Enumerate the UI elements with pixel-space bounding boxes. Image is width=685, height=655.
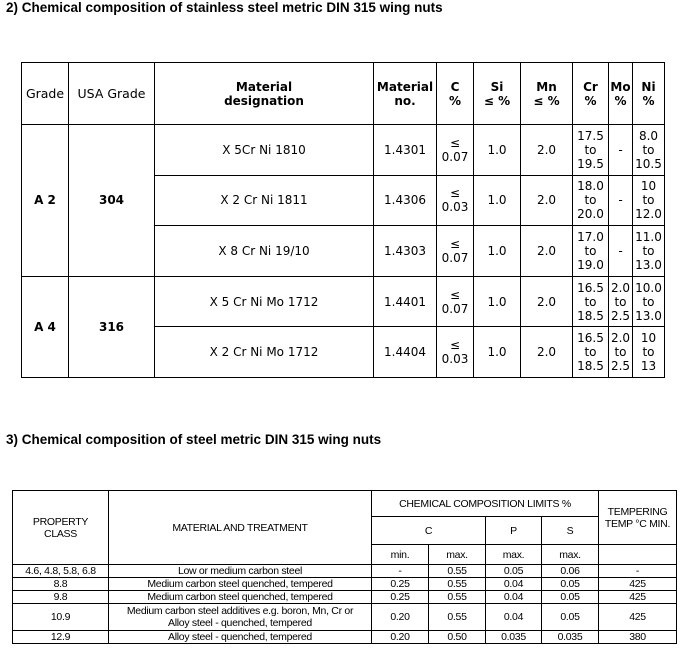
header-text: Material xyxy=(376,79,434,94)
mo-cell-line: 2.0 xyxy=(610,280,631,295)
c-max-cell: 0.50 xyxy=(429,631,486,644)
cr-cell-line: 20.0 xyxy=(577,207,604,222)
header-text: no. xyxy=(394,93,416,108)
si-cell: 1.0 xyxy=(474,327,521,378)
ni-cell-line: 10 xyxy=(640,331,657,346)
section-3-heading: 3) Chemical composition of steel metric DIN 315 wing nuts xyxy=(6,432,382,447)
c-cell xyxy=(437,327,474,378)
table-row xyxy=(13,591,677,604)
header-material-treatment: MATERIAL AND TREATMENT xyxy=(109,491,372,565)
cr-cell xyxy=(573,175,609,226)
p-cell: 0.04 xyxy=(486,591,542,604)
cr-cell xyxy=(573,125,609,176)
tempering-cell: 425 xyxy=(599,578,677,591)
header-tempering xyxy=(599,491,677,545)
c-symbol: ≤ xyxy=(449,135,461,150)
cr-cell xyxy=(573,327,609,378)
cr-cell-line: to xyxy=(584,294,597,309)
table-row xyxy=(22,125,665,176)
header-text: % xyxy=(448,93,462,108)
header-text: CLASS xyxy=(44,527,77,540)
c-cell xyxy=(437,226,474,277)
header-property-class xyxy=(13,491,109,565)
table-row xyxy=(13,565,677,578)
cr-cell-line: 18.5 xyxy=(577,308,604,323)
header-text: Si xyxy=(490,79,504,94)
header-text: Ni xyxy=(641,79,656,94)
stainless-steel-composition-table xyxy=(21,62,665,378)
header-s: S xyxy=(542,517,599,545)
header-text: Cr xyxy=(583,79,598,94)
material-no-cell: 1.4301 xyxy=(374,125,437,176)
ni-cell-line: to xyxy=(642,193,655,208)
ni-cell xyxy=(633,226,665,277)
ni-cell xyxy=(633,327,665,378)
s-cell: 0.06 xyxy=(542,565,599,578)
c-min-cell: 0.25 xyxy=(372,591,429,604)
designation-cell: X 5Cr Ni 1810 xyxy=(155,125,374,176)
header-text: ≤ % xyxy=(483,93,511,108)
mn-cell: 2.0 xyxy=(521,276,573,327)
c-symbol: ≤ xyxy=(449,186,461,201)
header-text: TEMPERING xyxy=(607,505,668,518)
header-material-no xyxy=(374,63,437,125)
header-c: C xyxy=(372,517,486,545)
property-class-cell: 8.8 xyxy=(13,578,109,591)
material-cell xyxy=(109,591,372,604)
material-line: Alloy steel - quenched, tempered xyxy=(168,631,312,643)
p-cell: 0.05 xyxy=(486,565,542,578)
header-usa-grade: USA Grade xyxy=(69,63,155,125)
header-c-max: max. xyxy=(429,545,486,565)
grade-cell: A 2 xyxy=(22,125,69,277)
material-no-cell: 1.4404 xyxy=(374,327,437,378)
ni-cell-line: 11.0 xyxy=(635,229,662,244)
header-si xyxy=(474,63,521,125)
c-value: 0.07 xyxy=(441,250,469,265)
ni-cell-line: to xyxy=(642,294,655,309)
mo-cell-line: 2.5 xyxy=(610,308,631,323)
mo-cell xyxy=(609,327,633,378)
mn-cell: 2.0 xyxy=(521,327,573,378)
header-text: ≤ % xyxy=(533,93,560,108)
table-header-row xyxy=(13,491,677,517)
material-line: Medium carbon steel quenched, tempered xyxy=(147,578,333,590)
header-c-min: min. xyxy=(372,545,429,565)
section-2-heading: 2) Chemical composition of stainless steel metric DIN 315 wing nuts xyxy=(6,0,443,15)
tempering-cell: 380 xyxy=(599,631,677,644)
header-text: Mn xyxy=(536,79,557,94)
mo-cell-line: to xyxy=(614,345,627,360)
c-cell xyxy=(437,125,474,176)
cr-cell-line: 16.5 xyxy=(577,280,604,295)
header-p: P xyxy=(486,517,542,545)
designation-cell: X 2 Cr Ni 1811 xyxy=(155,175,374,226)
ni-cell-line: to xyxy=(642,142,655,157)
material-cell xyxy=(109,578,372,591)
header-c xyxy=(437,63,474,125)
c-symbol: ≤ xyxy=(449,338,461,353)
si-cell: 1.0 xyxy=(474,276,521,327)
si-cell: 1.0 xyxy=(474,226,521,277)
mo-cell xyxy=(609,226,633,277)
mo-cell-line: 2.0 xyxy=(610,331,631,346)
header-p-max: max. xyxy=(486,545,542,565)
property-class-cell: 12.9 xyxy=(13,631,109,644)
ni-cell-line: 10.5 xyxy=(635,156,662,171)
c-min-cell: 0.20 xyxy=(372,604,429,631)
c-cell xyxy=(437,175,474,226)
mo-cell-line: to xyxy=(614,294,627,309)
cr-cell-line: 16.5 xyxy=(577,331,604,346)
property-class-cell: 9.8 xyxy=(13,591,109,604)
ni-cell-line: 10 xyxy=(640,179,657,194)
usa-grade-cell: 304 xyxy=(69,125,155,277)
mo-cell xyxy=(609,175,633,226)
header-text: % xyxy=(584,93,597,108)
cr-cell-line: 18.5 xyxy=(577,359,604,374)
usa-grade-cell: 316 xyxy=(69,276,155,377)
header-grade: Grade xyxy=(22,63,69,125)
header-s-max: max. xyxy=(542,545,599,565)
header-cr xyxy=(573,63,609,125)
header-text: PROPERTY xyxy=(32,515,89,528)
designation-cell: X 5 Cr Ni Mo 1712 xyxy=(155,276,374,327)
cr-cell-line: 17.0 xyxy=(577,229,604,244)
property-class-cell: 4.6, 4.8, 5.8, 6.8 xyxy=(13,565,109,578)
ni-cell-line: 10.0 xyxy=(635,280,662,295)
mn-cell: 2.0 xyxy=(521,226,573,277)
ni-cell xyxy=(633,276,665,327)
c-min-cell: 0.20 xyxy=(372,631,429,644)
header-text: TEMP °C MIN. xyxy=(604,517,671,530)
ni-cell xyxy=(633,175,665,226)
grade-cell: A 4 xyxy=(22,276,69,377)
mo-cell-line: - xyxy=(618,142,623,157)
c-max-cell: 0.55 xyxy=(429,604,486,631)
header-mn xyxy=(521,63,573,125)
c-max-cell: 0.55 xyxy=(429,578,486,591)
header-tempering-blank xyxy=(599,545,677,565)
cr-cell-line: 19.0 xyxy=(577,257,604,272)
mo-cell-line: - xyxy=(618,193,623,208)
c-min-cell: 0.25 xyxy=(372,578,429,591)
p-cell: 0.04 xyxy=(486,578,542,591)
ni-cell-line: to xyxy=(642,345,655,360)
table-row xyxy=(22,276,665,327)
s-cell: 0.05 xyxy=(542,591,599,604)
cr-cell-line: 18.0 xyxy=(577,179,604,194)
c-value: 0.07 xyxy=(441,301,469,316)
header-text: % xyxy=(614,93,627,108)
tempering-cell: 425 xyxy=(599,604,677,631)
c-symbol: ≤ xyxy=(449,287,461,302)
header-text: C xyxy=(450,79,460,94)
material-line: Low or medium carbon steel xyxy=(177,565,303,577)
material-line: Medium carbon steel quenched, tempered xyxy=(147,591,333,603)
material-line: Alloy steel - quenched, tempered xyxy=(168,617,312,629)
material-cell xyxy=(109,631,372,644)
mn-cell: 2.0 xyxy=(521,175,573,226)
s-cell: 0.05 xyxy=(542,578,599,591)
mo-cell-line: 2.5 xyxy=(610,359,631,374)
si-cell: 1.0 xyxy=(474,175,521,226)
header-text: Mo xyxy=(610,79,631,94)
tempering-cell: 425 xyxy=(599,591,677,604)
c-max-cell: 0.55 xyxy=(429,565,486,578)
c-value: 0.07 xyxy=(441,149,469,164)
header-text: % xyxy=(642,93,655,108)
c-value: 0.03 xyxy=(441,200,469,215)
cr-cell-line: 17.5 xyxy=(577,128,604,143)
ni-cell-line: 13.0 xyxy=(635,257,662,272)
designation-cell: X 2 Cr Ni Mo 1712 xyxy=(155,327,374,378)
cr-cell-line: to xyxy=(584,243,597,258)
p-cell: 0.04 xyxy=(486,604,542,631)
ni-cell-line: to xyxy=(642,243,655,258)
header-composition-limits: CHEMICAL COMPOSITION LIMITS % xyxy=(372,491,599,517)
ni-cell-line: 8.0 xyxy=(638,128,659,143)
p-cell: 0.035 xyxy=(486,631,542,644)
mn-cell: 2.0 xyxy=(521,125,573,176)
c-value: 0.03 xyxy=(441,352,469,367)
mo-cell xyxy=(609,276,633,327)
header-material-designation xyxy=(155,63,374,125)
material-no-cell: 1.4303 xyxy=(374,226,437,277)
header-text: Material xyxy=(235,79,293,94)
property-class-cell: 10.9 xyxy=(13,604,109,631)
c-symbol: ≤ xyxy=(449,236,461,251)
table-row xyxy=(13,604,677,631)
material-line: Medium carbon steel additives e.g. boron, Mn, Cr or xyxy=(126,605,354,617)
mo-cell-line: - xyxy=(618,243,623,258)
ni-cell-line: 12.0 xyxy=(635,207,662,222)
s-cell: 0.035 xyxy=(542,631,599,644)
s-cell: 0.05 xyxy=(542,604,599,631)
cr-cell-line: to xyxy=(584,193,597,208)
c-min-cell: - xyxy=(372,565,429,578)
cr-cell xyxy=(573,226,609,277)
material-no-cell: 1.4306 xyxy=(374,175,437,226)
table-row xyxy=(13,578,677,591)
table-row xyxy=(13,631,677,644)
header-text: designation xyxy=(224,93,304,108)
designation-cell: X 8 Cr Ni 19/10 xyxy=(155,226,374,277)
ni-cell-line: 13 xyxy=(640,359,657,374)
c-max-cell: 0.55 xyxy=(429,591,486,604)
mo-cell xyxy=(609,125,633,176)
si-cell: 1.0 xyxy=(474,125,521,176)
material-cell xyxy=(109,604,372,631)
material-cell xyxy=(109,565,372,578)
cr-cell xyxy=(573,276,609,327)
tempering-cell: - xyxy=(599,565,677,578)
table-header-row xyxy=(22,63,665,125)
material-no-cell: 1.4401 xyxy=(374,276,437,327)
steel-composition-table xyxy=(12,490,677,644)
ni-cell-line: 13.0 xyxy=(635,308,662,323)
cr-cell-line: to xyxy=(584,345,597,360)
header-mo xyxy=(609,63,633,125)
cr-cell-line: 19.5 xyxy=(577,156,604,171)
cr-cell-line: to xyxy=(584,142,597,157)
c-cell xyxy=(437,276,474,327)
ni-cell xyxy=(633,125,665,176)
header-ni xyxy=(633,63,665,125)
